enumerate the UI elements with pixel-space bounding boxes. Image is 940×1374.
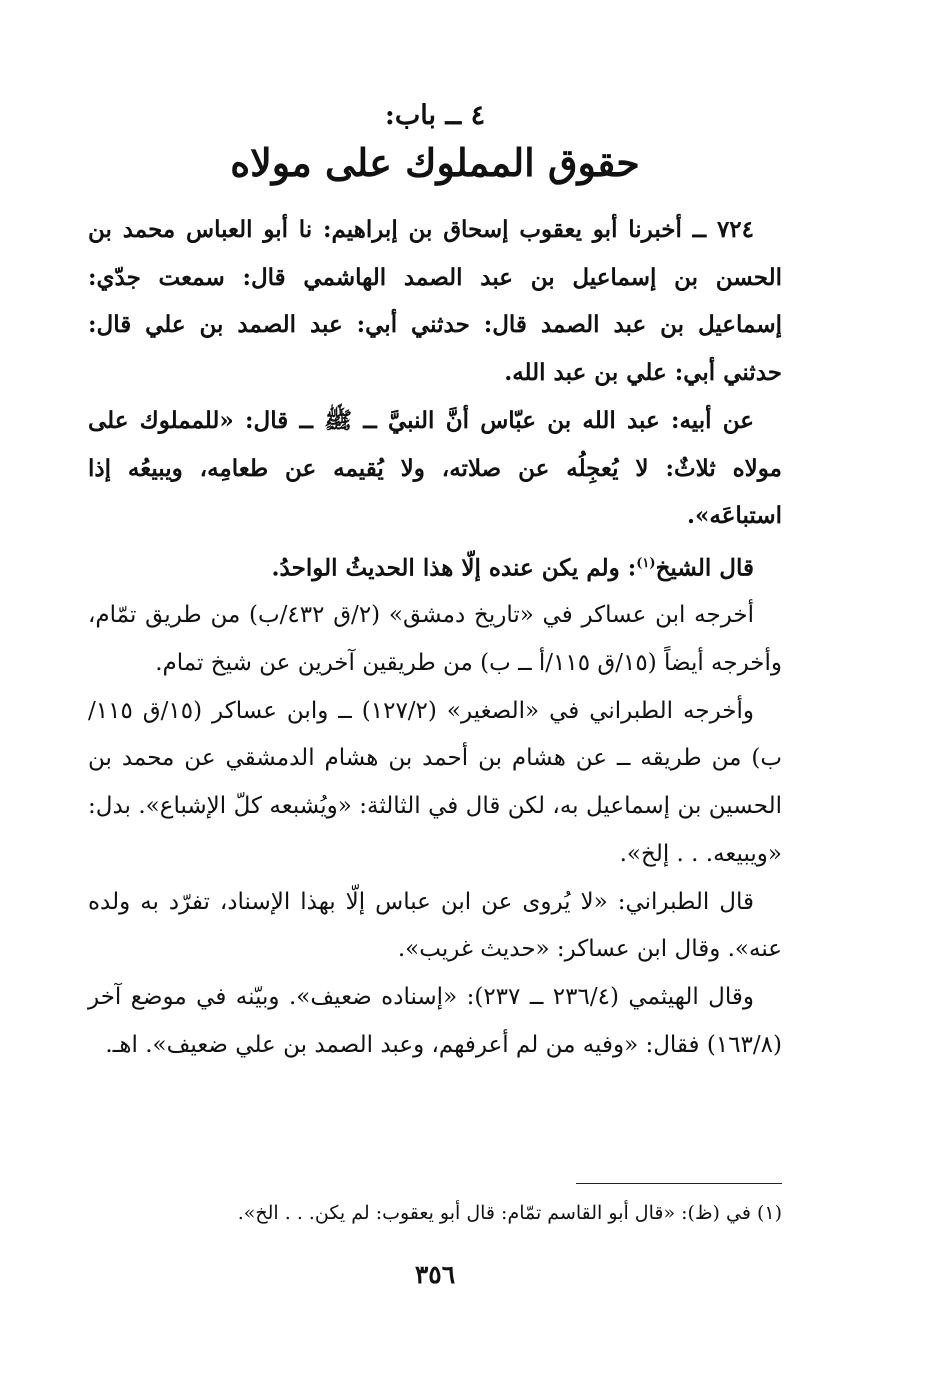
chapter-title: حقوق المملوك على مولاه	[230, 140, 640, 185]
footnote-ref[interactable]: (١)	[636, 555, 656, 571]
takhrij-paragraph: وأخرجه الطبراني في «الصغير» (١٢٧/٢) ــ وابن عساكر (١٥/ق ١١٥/ب) من طريقه ــ عن هشام بن أحمد بن هشام الدمشقي عن محمد بن الحسين بن إسماعيل به، لكن قال في الثالثة: «ويُشبعه كلّ الإشباع». بدل: «ويبيعه. . . إلخ».	[88, 697, 782, 867]
shaykh-comment	[88, 540, 782, 592]
main-text	[88, 206, 782, 1069]
takhrij-paragraph: أخرجه ابن عساكر في «تاريخ دمشق» (٢/ق ٤٣٢/ب) من طريق تمّام، وأخرجه أيضاً (١٥/ق ١١٥/أ ــ ب) من طريقين آخرين عن شيخ تمام.	[88, 602, 782, 676]
footnote: (١) في (ظ): «قال أبو القاسم تمّام: قال أبو يعقوب: لم يكن. . . الخ».	[237, 1202, 782, 1224]
shaykh-rest: : ولم يكن عنده إلّا هذا الحديثُ الواحدُ.	[271, 554, 637, 582]
hadith-isnad: ٧٢٤ ــ أخبرنا أبو يعقوب إسحاق بن إبراهيم: نا أبو العباس محمد بن الحسن بن إسماعيل بن عبد الصمد الهاشمي قال: سمعت جدّي: إسماعيل بن عبد الصمد قال: حدثني أبي: عبد الصمد بن علي قال: حدثني أبي: علي بن عبد الله.	[88, 216, 782, 387]
book-page	[88, 0, 782, 1374]
footnote-separator	[576, 1183, 782, 1184]
page-number: ٣٥٦	[414, 1260, 456, 1289]
hadith-matn: عن أبيه: عبد الله بن عبّاس أنَّ النبيَّ ــ ﷺ ــ قال: «للمملوك على مولاه ثلاثٌ: لا يُعجِلُه عن صلاته، ولا يُقيمه عن طعامِه، ويبيعُه إذا استباعَه».	[88, 406, 782, 530]
shaykh-prefix: قال الشيخ	[655, 554, 754, 582]
takhrij-paragraph: وقال الهيثمي (٢٣٦/٤ ــ ٢٣٧): «إسناده ضعيف». وبيّنه في موضع آخر (١٦٣/٨) فقال: «وفيه من لم أعرفهم، وعبد الصمد بن علي ضعيف». اهـ.	[88, 983, 782, 1058]
takhrij-paragraph: قال الطبراني: «لا يُروى عن ابن عباس إلّا بهذا الإسناد، تفرّد به ولده عنه». وقال ابن عساكر: «حديث غريب».	[88, 888, 782, 963]
chapter-number: ٤ ــ باب:	[384, 100, 486, 131]
